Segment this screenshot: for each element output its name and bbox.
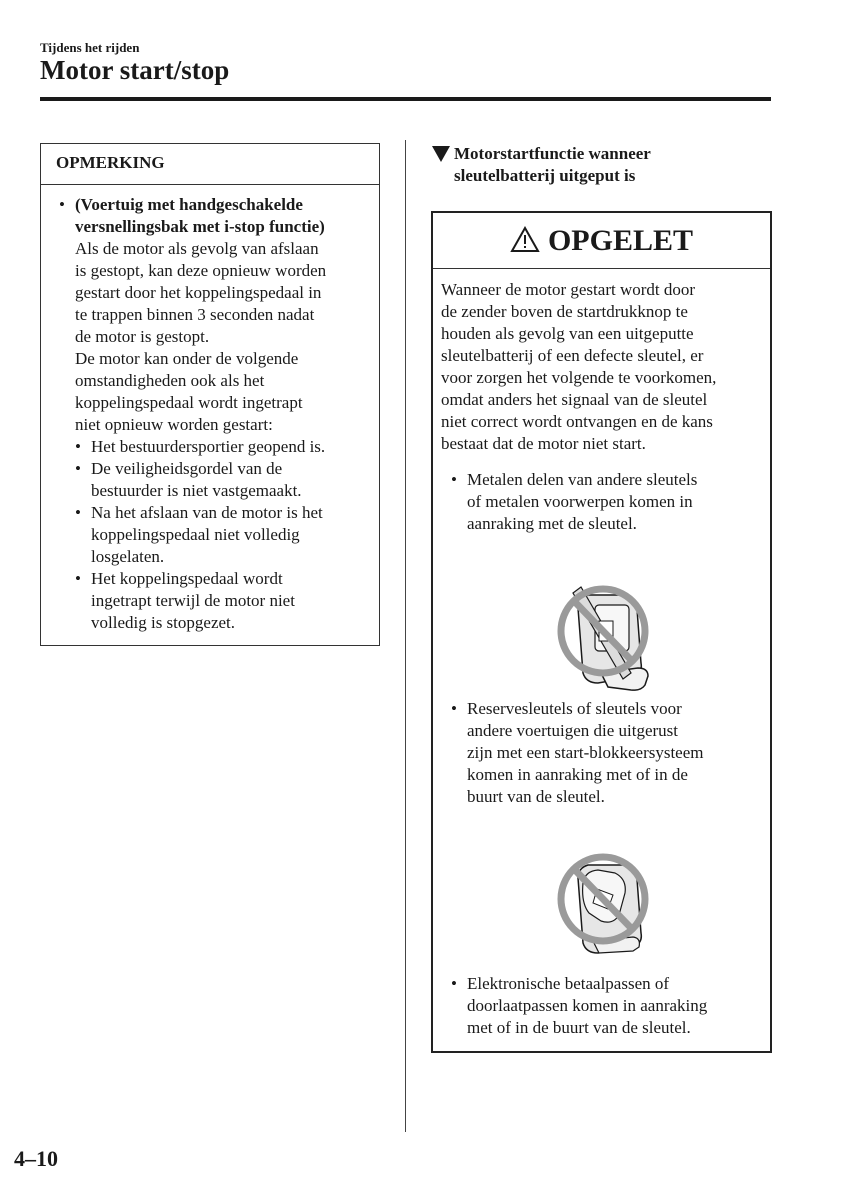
note-sub-item-line: Het koppelingspedaal wordt: [91, 569, 283, 588]
bullet-dot-icon: •: [75, 569, 81, 588]
warning-intro-line: voor zorgen het volgende te voorkomen,: [441, 368, 717, 387]
section-label: Tijdens het rijden: [40, 40, 140, 55]
note-sub-item: [75, 436, 379, 458]
warning-item-line: aanraking met de sleutel.: [467, 514, 637, 533]
warning-item-line: Reservesleutels of sleutels voor: [467, 699, 682, 718]
note-body: [59, 194, 379, 634]
bullet-dot-icon: •: [451, 470, 457, 489]
note-heading: OPMERKING: [41, 144, 379, 185]
note-para-line: te trappen binnen 3 seconden nadat: [75, 305, 315, 324]
column-divider: [405, 140, 406, 1132]
bullet-dot-icon: •: [451, 699, 457, 718]
note-sub-item-line: volledig is stopgezet.: [91, 613, 236, 632]
bullet-dot-icon: •: [75, 459, 81, 478]
warning-item: [451, 469, 761, 535]
note-para-line: de motor is gestopt.: [75, 327, 210, 346]
note-sub-item-line: koppelingspedaal niet volledig: [91, 525, 300, 544]
note-para-line: koppelingspedaal wordt ingetrapt: [75, 393, 303, 412]
note-box: [40, 143, 380, 646]
title-rule: [40, 97, 771, 101]
warning-heading-text: OPGELET: [547, 224, 694, 257]
triangle-down-icon: [432, 146, 450, 162]
note-sub-item-line: ingetrapt terwijl de motor niet: [91, 591, 295, 610]
note-para-line: is gestopt, kan deze opnieuw worden: [75, 261, 327, 280]
note-para-line: gestart door het koppelingspedaal in: [75, 283, 322, 302]
note-para-line: Als de motor als gevolg van afslaan: [75, 239, 319, 258]
warning-intro-line: houden als gevolg van een uitgeputte: [441, 324, 694, 343]
key-with-metal-object-illustration: [553, 573, 653, 698]
subsection-heading: [432, 143, 651, 187]
note-sub-item: [75, 458, 379, 502]
warning-intro-line: bestaat dat de motor niet start.: [441, 434, 646, 453]
key-with-other-key-illustration: [553, 843, 653, 968]
warning-box: [431, 211, 772, 1053]
warning-item-line: Elektronische betaalpassen of: [467, 974, 670, 993]
warning-heading: [433, 213, 770, 269]
warning-item-line: of metalen voorwerpen komen in: [467, 492, 693, 511]
note-bullet-title-line: (Voertuig met handgeschakelde: [75, 195, 303, 214]
note-para-line: niet opnieuw worden gestart:: [75, 415, 273, 434]
bullet-dot-icon: •: [75, 437, 81, 456]
warning-intro-line: Wanneer de motor gestart wordt door: [441, 280, 696, 299]
warning-intro-line: niet correct wordt ontvangen en de kans: [441, 412, 713, 431]
warning-item: [451, 698, 761, 808]
bullet-dot-icon: •: [59, 195, 65, 214]
warning-intro-line: sleutelbatterij of een defecte sleutel, er: [441, 346, 704, 365]
warning-item-line: met of in de buurt van de sleutel.: [467, 1018, 691, 1037]
warning-intro-line: omdat anders het signaal van de sleutel: [441, 390, 708, 409]
page-title: Motor start/stop: [40, 55, 230, 85]
warning-intro: [441, 279, 766, 455]
warning-item-line: Metalen delen van andere sleutels: [467, 470, 698, 489]
warning-triangle-icon: [510, 226, 540, 253]
warning-item-line: zijn met een start-blokkeersysteem: [467, 743, 704, 762]
note-para-line: De motor kan onder de volgende: [75, 349, 299, 368]
warning-intro-line: de zender boven de startdrukknop te: [441, 302, 688, 321]
warning-item-line: buurt van de sleutel.: [467, 787, 605, 806]
note-sub-item-line: De veiligheidsgordel van de: [91, 459, 283, 478]
subsection-title-line: Motorstartfunctie wanneer: [454, 144, 651, 163]
subsection-title-line: sleutelbatterij uitgeput is: [454, 166, 636, 185]
note-para-line: omstandigheden ook als het: [75, 371, 265, 390]
warning-item: [451, 973, 761, 1039]
warning-item-line: komen in aanraking met of in de: [467, 765, 688, 784]
note-sub-item-line: losgelaten.: [91, 547, 165, 566]
warning-item-line: doorlaatpassen komen in aanraking: [467, 996, 708, 1015]
warning-item-line: andere voertuigen die uitgerust: [467, 721, 679, 740]
note-sub-item: [75, 568, 379, 634]
note-bullet-title-line: versnellingsbak met i-stop functie): [75, 217, 325, 236]
note-bullet: [59, 194, 379, 634]
note-sub-item-line: Na het afslaan van de motor is het: [91, 503, 323, 522]
page-number: 4–10: [14, 1146, 58, 1171]
note-sub-item: [75, 502, 379, 568]
note-sub-item-line: bestuurder is niet vastgemaakt.: [91, 481, 302, 500]
bullet-dot-icon: •: [451, 974, 457, 993]
note-sub-item-line: Het bestuurdersportier geopend is.: [91, 437, 326, 456]
bullet-dot-icon: •: [75, 503, 81, 522]
